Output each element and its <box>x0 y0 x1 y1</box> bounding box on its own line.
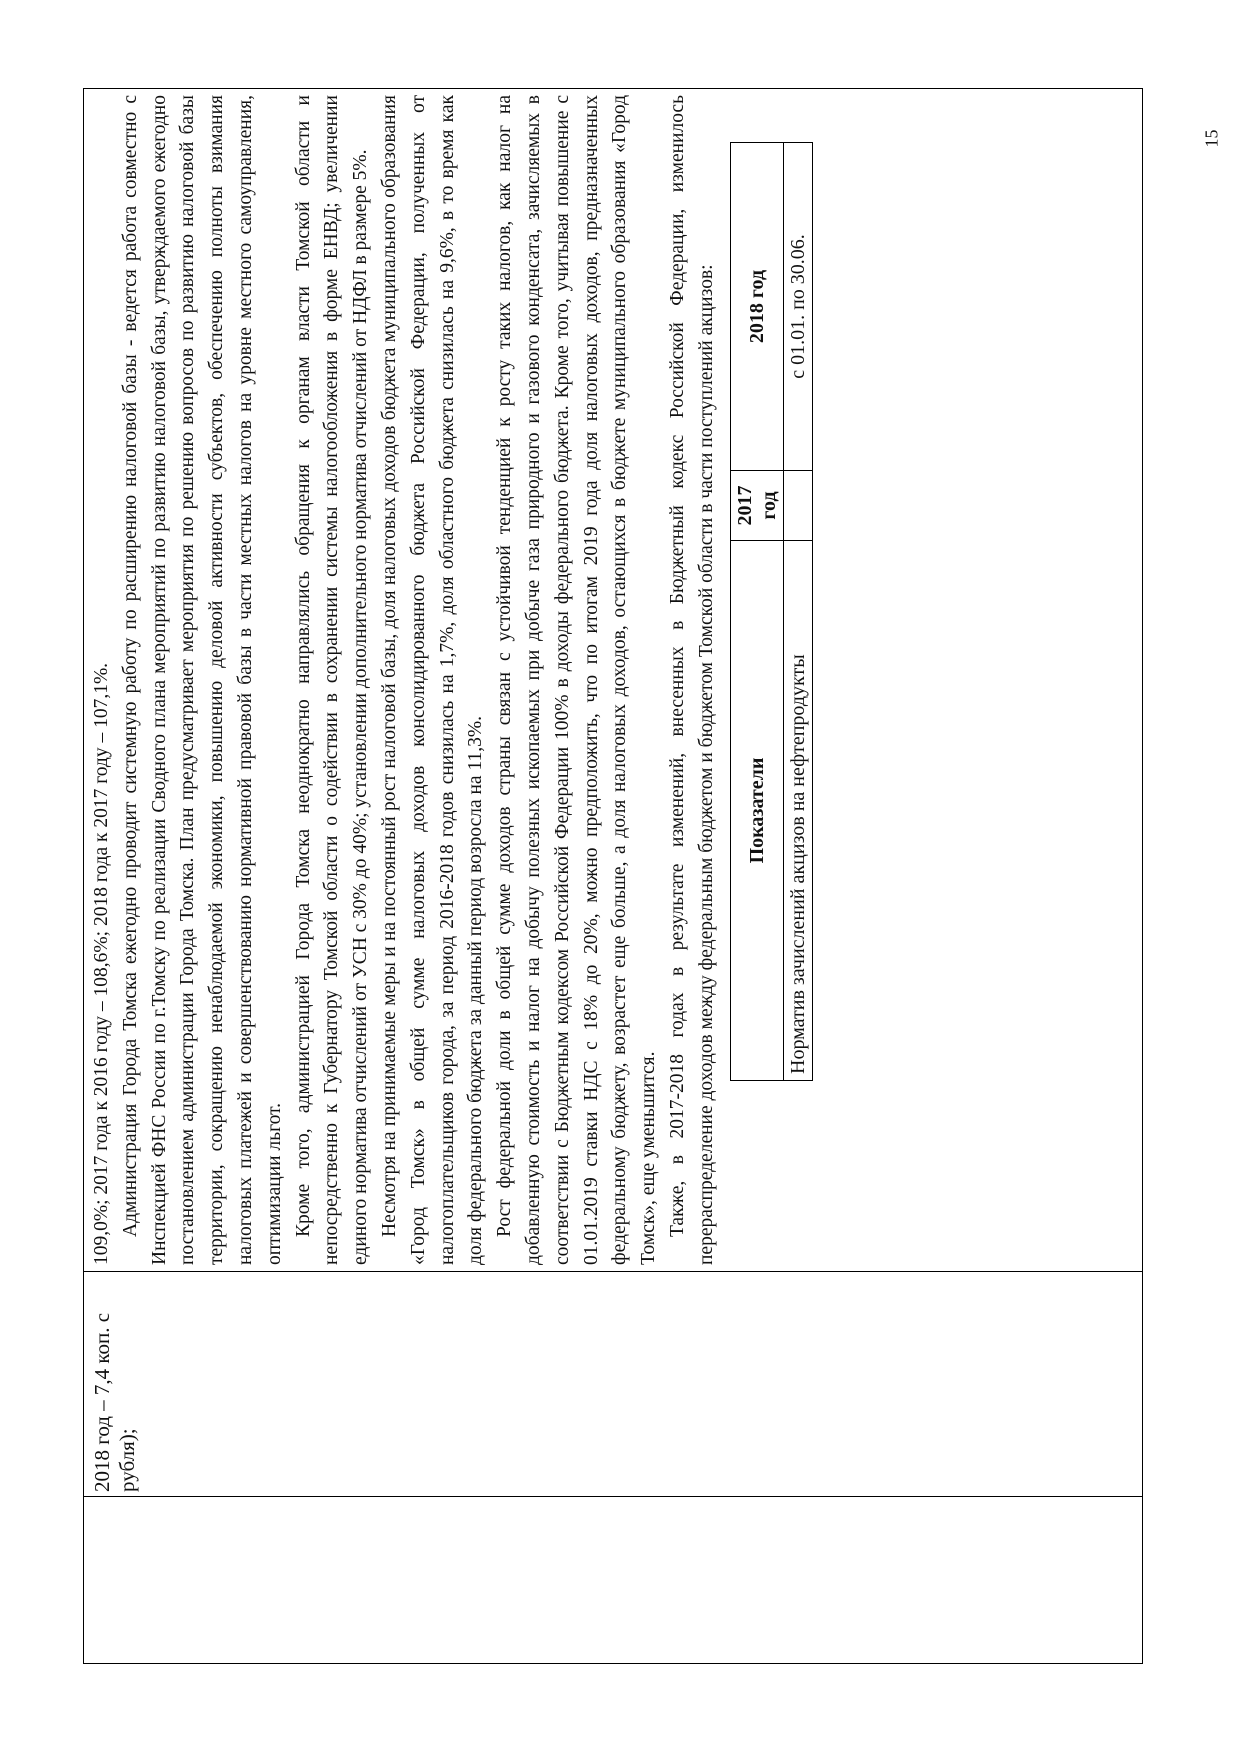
page-number: 15 <box>1201 129 1222 148</box>
content-cell <box>84 89 1143 1272</box>
table-row <box>84 89 1143 1664</box>
paragraph: Также, в 2017-2018 годах в результате изменений, внесенных в Бюджетный кодекс Российской Федерации, изменилось перераспределение доходов между федеральным бюджетом и бюджетом Томской области в части поступлений акцизов: <box>666 95 717 1265</box>
empty-cell <box>84 1497 1143 1664</box>
left-cell: 2018 год – 7,4 коп. с рубля); <box>84 1272 1143 1497</box>
paragraph: Администрация Города Томска ежегодно проводит системную работу по расширению налоговой базы - ведется работа совместно с Инспекцией ФНС России по г.Томску по реализации Сводного плана мероприятий по развитию налоговой базы, утверждаемого ежегодно постановлением администрации Города Томска. План предусматривает мероприятия по решению вопросов по развитию налоговой базы территории, сокращению ненаблюдаемой экономики, повышению деловой активности субъектов, обеспечению полноты взимания налоговых платежей и совершенствованию нормативной правовой базы в части местных налогов на уровне местного самоуправления, оптимизации льгот. <box>119 95 285 1265</box>
table-cell <box>783 471 812 541</box>
paragraph: 109,0%; 2017 года к 2016 году – 108,6%; 2018 года к 2017 году – 107,1%. <box>91 662 112 1265</box>
paragraph: Кроме того, администрацией Города Томска неоднократно направлялись обращения к органам власти Томской области и непосредственно к Губернатору Томской области о содействии в сохранении системы налогообложения в форме ЕНВД; увеличении единого норматива отчислений от УСН с 30% до 40%; установлении дополнительного норматива отчислений от НДФЛ в размере 5%. <box>292 95 372 1265</box>
table-cell: Норматив зачислений акцизов на нефтепродукты <box>783 541 812 1081</box>
rotated-page-content <box>83 89 1143 1664</box>
paragraph: Несмотря на принимаемые меры и на постоянный рост налоговой базы, доля налоговых доходов бюджета муниципального образования «Город Томск» в общей сумме налоговых доходов консолидированного бюджета Российской Федерации, полученных от налогоплательщиков города, за период 2016-2018 годов снизилась на 1,7%, доля областного бюджета снизилась на 9,6%, в то время как доля федерального бюджета за данный период возросла на 11,3%. <box>378 95 487 1265</box>
column-header: Показатели <box>730 541 783 1081</box>
main-table <box>83 88 1143 1664</box>
column-header: 2017 год <box>730 471 783 541</box>
paragraph: Рост федеральной доли в общей сумме доходов страны связан с устойчивой тенденцией к росту таких налогов, как налог на добавленную стоимость и налог на добычу полезных ископаемых при добыче газа природного и газового конденсата, зачисляемых в соответствии с Бюджетным кодексом Российской Федерации 100% в доходы федерального бюджета. Кроме того, учитывая повышение с 01.01.2019 ставки НДС с 18% до 20%, можно предположить, что по итогам 2019 года доля налоговых доходов, предназначенных федеральному бюджету, возрастет еще больше, а доля налоговых доходов, остающихся в бюджете муниципального образования «Город Томск», еще уменьшится. <box>494 95 660 1265</box>
table-header-row <box>730 143 783 1081</box>
excise-table <box>730 142 813 1081</box>
table-cell: с 01.01. по 30.06. <box>783 143 812 471</box>
content-text <box>84 89 722 1271</box>
column-header: 2018 год <box>730 143 783 471</box>
table-row <box>783 143 812 1081</box>
